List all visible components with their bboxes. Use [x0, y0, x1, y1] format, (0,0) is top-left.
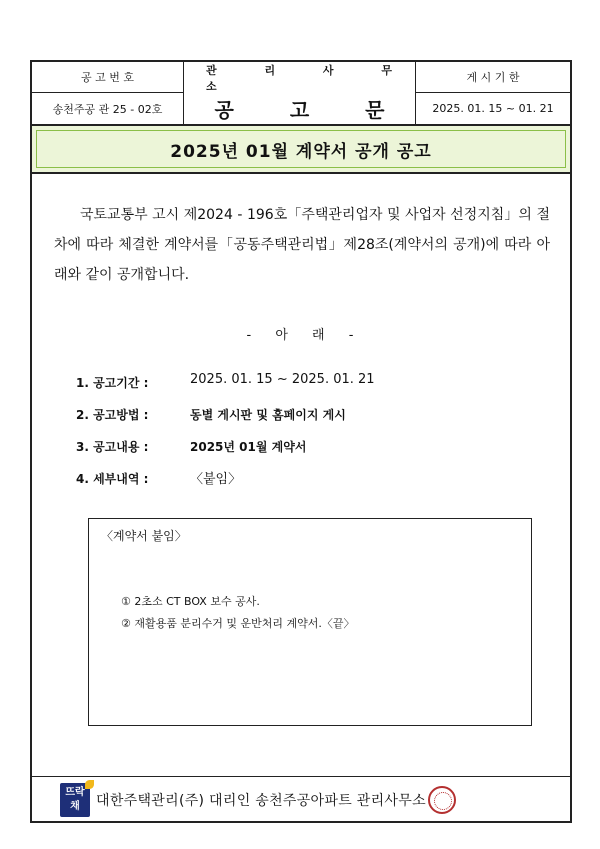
- list-item: [76, 370, 536, 402]
- notice-label-row: [184, 93, 415, 124]
- organization-name: 대한주택관리(주) 대리인 송천주공아파트 관리사무소: [96, 793, 426, 809]
- company-logo-icon: [60, 783, 90, 817]
- item-key: 4. 세부내역 :: [76, 472, 149, 486]
- notice-number-label: 공 고 번 호: [32, 62, 183, 93]
- attachment-heading: 〈계약서 붙임〉: [101, 529, 187, 543]
- notice-number-value: 송천주공 관 25 - 02호: [52, 102, 163, 116]
- list-item: [76, 402, 536, 434]
- item-value: 〈붙임〉: [190, 472, 242, 487]
- posting-period-label: 게 시 기 한: [416, 62, 570, 93]
- notice-label-char-2: 고: [289, 98, 310, 122]
- notice-document: [30, 60, 572, 823]
- attachment-item: ① 2초소 CT BOX 보수 공사.: [121, 595, 260, 608]
- list-item: [76, 434, 536, 466]
- posting-period-cell: [416, 62, 570, 124]
- notice-number-cell: [32, 62, 184, 124]
- leaf-icon: [85, 780, 94, 789]
- item-value: 2025. 01. 15 ~ 2025. 01. 21: [190, 372, 375, 387]
- below-heading: - 아 래 -: [246, 328, 356, 343]
- footer: [32, 776, 570, 823]
- attachment-item: ② 재활용품 분리수거 및 운반처리 계약서.〈끝〉: [121, 617, 355, 630]
- office-cell: [184, 62, 416, 124]
- intro-paragraph: 국토교통부 고시 제2024 - 196호「주택관리업자 및 사업자 선정지침」의 절차에 따라 체결한 계약서를「공동주택관리법」제28조(계약서의 공개)에 따라 아래와 같이 공개합니다.: [54, 207, 550, 283]
- detail-list: [76, 370, 536, 498]
- logo-text-line1: 뜨락: [65, 787, 85, 798]
- item-key: 3. 공고내용 :: [76, 440, 149, 454]
- document-title: 2025년 01월 계약서 공개 공고: [170, 141, 432, 162]
- item-key: 1. 공고기간 :: [76, 376, 149, 390]
- official-seal-icon: [428, 786, 456, 814]
- attachment-list: [121, 591, 354, 635]
- office-label: 관 리 사 무 소: [206, 63, 414, 93]
- item-value: 동별 게시판 및 홈페이지 게시: [190, 408, 346, 422]
- document-title-bar: [32, 126, 570, 174]
- posting-period-value: 2025. 01. 15 ~ 01. 21: [432, 102, 554, 115]
- item-key: 2. 공고방법 :: [76, 408, 149, 422]
- logo-text-line2: 채: [70, 801, 80, 812]
- header-table: [32, 62, 570, 126]
- list-item: [76, 466, 536, 498]
- attachment-box: [88, 518, 532, 726]
- item-value: 2025년 01월 계약서: [190, 440, 307, 454]
- notice-label-char-3: 문: [365, 98, 385, 122]
- notice-label-char-1: 공: [214, 98, 234, 122]
